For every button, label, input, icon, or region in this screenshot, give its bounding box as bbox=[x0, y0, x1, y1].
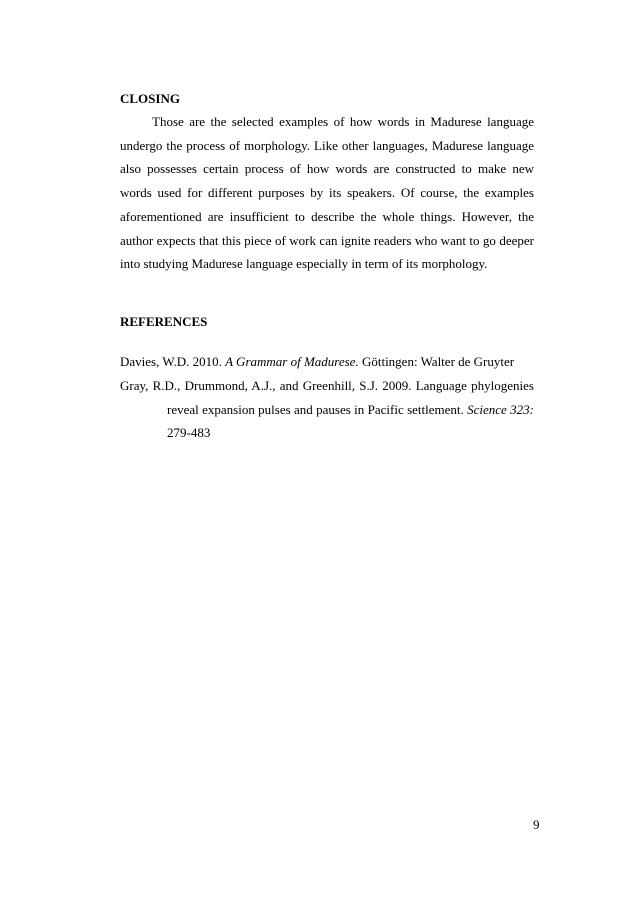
page-number: 9 bbox=[533, 817, 540, 832]
reference-title: A Grammar of Madurese. bbox=[225, 354, 359, 369]
closing-paragraph: Those are the selected examples of how words in Madurese language undergo the process of morphology. Like other languages, Madurese language also possesses certain process of how words are constructed to make new words used for different purposes by its speakers. Of course, the examples aforementioned are insufficient to describe the whole things. However, the author expects that this piece of work can ignite readers who want to go deeper into studying Madurese language especially in term of its morphology. bbox=[120, 114, 534, 272]
references-heading: REFERENCES bbox=[120, 314, 208, 329]
reference-entry bbox=[120, 350, 534, 374]
reference-text: Davies, W.D. 2010. bbox=[120, 354, 226, 369]
reference-title: Science 323: bbox=[467, 401, 534, 417]
reference-text: Gray, R.D., Drummond, A.J., and Greenhill, S.J. 2009. Language phylogenies reveal expansion pulses and pauses in Pacific settlement. bbox=[120, 378, 534, 417]
closing-heading: CLOSING bbox=[120, 91, 180, 106]
reference-text: Göttingen: Walter de Gruyter bbox=[358, 354, 515, 369]
reference-entry bbox=[120, 374, 534, 445]
reference-text: 279-483 bbox=[167, 425, 211, 441]
